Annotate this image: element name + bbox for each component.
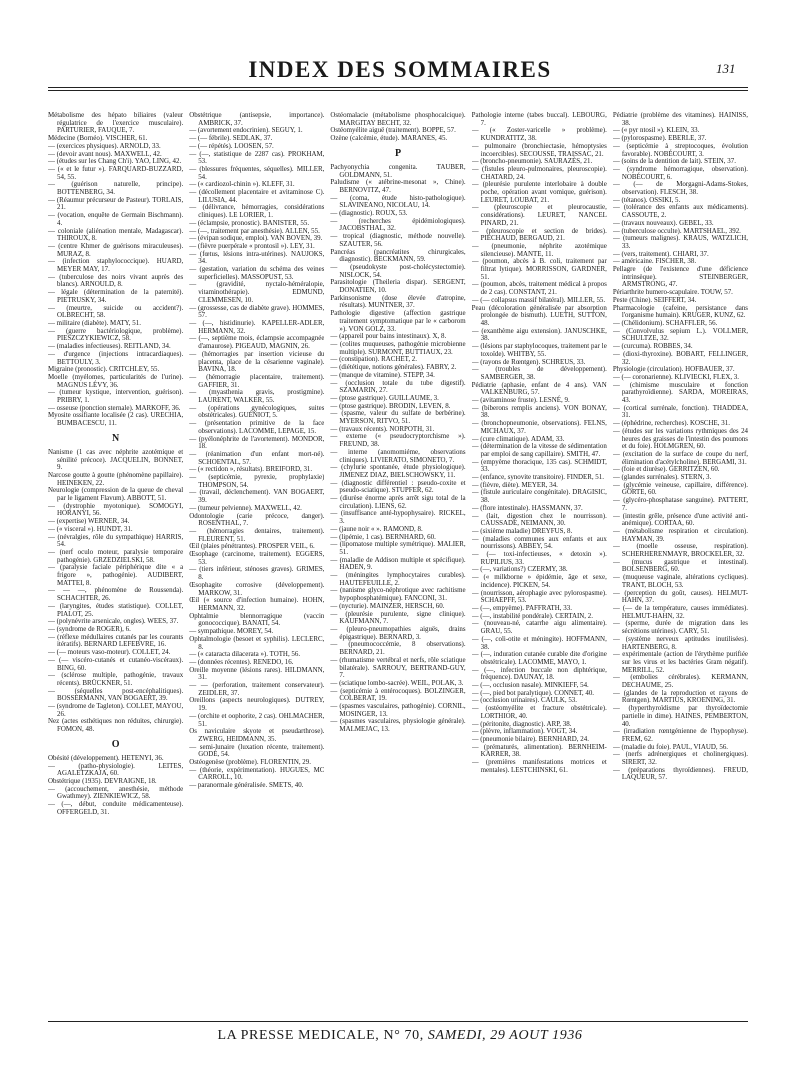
index-entry: — (dystrophie myotonique). SOMOGYI, HORANYI, 56. bbox=[48, 501, 184, 518]
index-entry: — (expertise) WERNER, 34. bbox=[48, 517, 130, 526]
index-entry: — (spasmes vasculaires, pathogénie). CORNIL, MOSINGER, 13. bbox=[330, 702, 466, 718]
index-entry: — (théorie, expérimentation). HUGUES, MC CARROLL, 10. bbox=[189, 765, 325, 782]
index-entry: Œil (« source d'infection humaine). HOHN, HERMANN, 32. bbox=[189, 596, 325, 612]
journal-name: LA PRESSE MEDICALE, N° 70, bbox=[217, 1028, 424, 1043]
index-entry: — (pseudokyste post-cholécystectomie). NISLOCK, 54. bbox=[330, 262, 466, 279]
index-entry: Myosite ossifiante localisée (2 cas). URECHIA, BUMBACESCU, 11. bbox=[48, 411, 184, 428]
index-entry: — (lipomatose multiple symétrique). MALIER, 51. bbox=[330, 540, 466, 556]
page-footer bbox=[0, 1028, 800, 1044]
index-entry: — (travaux nouveaux). GEBEL, 33. bbox=[612, 218, 714, 227]
index-entry: — tropical (diagnostic, méthode nouvelle). SZAUTER, 56. bbox=[330, 232, 466, 248]
index-entry: — (éclampsie, pronostic). BANISTER, 55. bbox=[189, 218, 310, 227]
index-entry: Métabolisme des hépato biliaires (valeur régulatrice de l'exercice musculaire). PARTURIER, FAUQUE, 7. bbox=[48, 112, 184, 135]
section-letter: P bbox=[394, 147, 402, 159]
index-entry: — (« cataracta dilacerata »). TOTH, 56. bbox=[189, 650, 301, 659]
index-entry: — (nourrisson, aérophagie avec pylorospasme). SCHAEPFF, 53. bbox=[471, 588, 607, 605]
index-entry: — (névralgies, rôle du sympathique) HARRIS, 54. bbox=[48, 532, 184, 549]
index-entry: — (—, occlusion nasale). MINKIEFF, 54. bbox=[471, 681, 589, 690]
index-entry: — (meurtre, suicide ou accident?). OLBRECHT, 58. bbox=[48, 303, 184, 320]
index-entry: Ophtalmologie (besoet et syphilis). LECLERC, 8. bbox=[189, 634, 325, 651]
index-entry: — (flore intestinale). HASSMANN, 37. bbox=[471, 503, 583, 512]
index-entry: Migraine (pronostic). CRITCHLEY, 55. bbox=[48, 365, 160, 374]
index-entry: — (nouveau-né, catarrhe aigu alimentaire). GRAU, 55. bbox=[471, 619, 607, 636]
index-entry: — (insuffisance anté-hypophysaire). RICKEL, 3. bbox=[330, 509, 466, 526]
index-entry: — (maladies infectieuses). REITLAND, 34. bbox=[48, 342, 171, 351]
index-entry: — (péritonite, diagnostic). ARP, 38. bbox=[471, 719, 572, 728]
index-entry: Ostéomalacie (métabolisme phosphocalcique). MARGITAY BECHT, 32. bbox=[330, 112, 466, 127]
index-entry: — expérimentale (action de l'érythème purifiée sur les virus et les bactéries Gram négatif). MERRILL, 52. bbox=[612, 650, 748, 674]
index-entry: — (diététique, notions générales). FABRY, 2. bbox=[330, 363, 457, 372]
index-entry: — (septicémie, pyrexie, prophylaxie) THOMPSON, 54. bbox=[189, 473, 325, 489]
index-column bbox=[189, 112, 324, 1018]
index-column bbox=[330, 112, 465, 1018]
index-columns bbox=[48, 112, 748, 1018]
index-entry: — (pleuro-pneumopathies aiguës, drains épigastrique). BERNARD, 3. bbox=[330, 625, 466, 641]
index-column bbox=[613, 112, 748, 1018]
index-entry: — (fièvre, diète). MEYER, 34. bbox=[471, 480, 558, 489]
index-entry: — (embolies cérébrales). KERMANN, DECHAUME, 25. bbox=[612, 673, 748, 690]
index-entry: Physiologie (circulation). HOFBAUER, 37. bbox=[612, 365, 735, 374]
index-entry: — (pneumonie, néphrite azotémique silencieuse). MANTE, 11. bbox=[471, 241, 607, 258]
section-letter: O bbox=[111, 738, 120, 750]
index-entry: — (spasme, valeur du sulfate de berbérine). MYERSON, RITVO, 51. bbox=[330, 409, 466, 426]
index-entry: — pulmonaire (bronchiectasie, hémoptysies incoercibles). SECOUSSE, TRAISSAC, 21. bbox=[471, 141, 607, 158]
index-entry: — (infection staphylococcique). HUARD, MEYER MAY, 17. bbox=[48, 257, 184, 274]
index-entry: Pathologie digestive (affection gastrique traitement symptomatique par le « carborom »). VON GOLZ, 33. bbox=[330, 309, 466, 333]
page-number: 131 bbox=[716, 61, 736, 76]
index-entry: — (études sur les Chang Ch'i). YAO, LING, 42. bbox=[48, 157, 182, 166]
index-entry: — américaine. FISCHER, 38. bbox=[612, 257, 697, 266]
index-entry: Périarthrite humero-scapulaire. TOUW, 57. bbox=[612, 288, 733, 297]
index-entry: — militaire (diabète). MATY, 51. bbox=[48, 318, 141, 327]
index-entry: — (études sur les variations rythmiques des 24 heures des graisses de l'intestin des poumons et du foie). HOLMGREN, 60. bbox=[612, 426, 748, 451]
index-entry: — (nerfs adrénergiques et cholinergiques). SIRERT, 32. bbox=[612, 750, 748, 767]
index-entry: — (vocation, enquête de Germain Bischmann). 4. bbox=[48, 211, 184, 227]
index-entry: — (glandes de la reproduction et rayons de Rœntgen). MARTIUS, KROENING, 31. bbox=[612, 688, 748, 705]
index-entry: — (fistule auriculaire congénitale). DRAGISIC, 38. bbox=[471, 488, 607, 505]
index-entry: Pancréas (pancréatites chirurgicales, diagnostic). BECKMANN, 59. bbox=[330, 247, 466, 264]
index-entry: — (maladie du foie). PAUL, VIAUD, 56. bbox=[612, 742, 729, 751]
index-entry: — (diurèse énorme après arrêt sigu total de la circulation). LIENS, 62. bbox=[330, 494, 466, 510]
index-entry: — (glandes surrénales). STERN, 3. bbox=[612, 473, 712, 482]
index-entry: — (guerre bactériologique, problème). PIESZCZYKIEWICZ, 58. bbox=[48, 326, 184, 343]
index-entry: — (— viscéro-cutanés et cutanéo-viscéraux). BING, 60. bbox=[48, 655, 184, 672]
index-entry: — (fœtus, lésions intra-utérines). NAUJOKS, 34. bbox=[189, 249, 325, 266]
index-entry: — (données récentes). RENEDO, 16. bbox=[189, 657, 294, 666]
index-entry: — (grossesse, cas de diabète grave). HOMMES, 57. bbox=[189, 303, 325, 320]
index-entry: — (— fébrile). SEDLAK, 37. bbox=[189, 134, 273, 143]
index-entry: — (myasthenia gravis, prostigmine). LAURENT, WALKER, 55. bbox=[189, 388, 325, 405]
index-entry: — (tiers inférieur, sténoses graves). GRIMES, 8. bbox=[189, 565, 325, 582]
index-entry: — (maladie de Addison multiple et spécifique). HADEN, 9. bbox=[330, 555, 466, 572]
index-entry: Obstétrique (antisepsie, importance). AMBRICK, 37. bbox=[189, 112, 325, 127]
index-entry: — (—, empyème). PAFFRATH, 33. bbox=[471, 604, 572, 612]
index-entry: Ostéogenèse (problème). FLORENTIN, 29. bbox=[189, 758, 311, 767]
index-entry: — (pleuroscopie et section de brides). PIECHAUD, BERGAUD, 21. bbox=[471, 226, 607, 243]
index-entry: — (devoir avant nous). MAXWELL, 42. bbox=[48, 149, 162, 158]
index-entry: Médecine (Bornéo). VISCHER, 61. bbox=[48, 134, 148, 143]
index-entry: Pathologie interne (tabes buccal). LEBOURG, 7. bbox=[471, 112, 607, 127]
index-entry: — externe (« pseudocryptorchisme »). FREUND, 38. bbox=[330, 432, 466, 449]
index-entry: — (pylorospasme). EBERLE, 37. bbox=[612, 134, 707, 143]
index-entry: — (prématurés, alimentation). BERNHEIM-KARRER, 38. bbox=[471, 742, 607, 759]
index-entry: — (Chélidonium). SCHAFFLER, 56. bbox=[612, 318, 718, 327]
index-entry: — (sciatique lombo-sacrée). WEIL, POLAK, 3. bbox=[330, 678, 464, 687]
index-entry: — (travail, déclenchement). VAN BOGAERT, 39. bbox=[189, 488, 325, 505]
index-entry: — (exercices physiques). ARNOLD, 33. bbox=[48, 141, 161, 150]
index-entry: — (soins de la dentition de lait). STEIN, 37. bbox=[612, 157, 736, 166]
index-entry: — (perception du goût, causes). HELMUT-HAHN, 37. bbox=[612, 588, 748, 605]
index-entry: — (ptose gastrique). BRODIN, LEVEN, 8. bbox=[330, 401, 451, 410]
index-entry: — légale (détermination de la paternité). PIETRUSKY, 34. bbox=[48, 288, 184, 304]
index-entry: — (curcuma). ROBBES, 34. bbox=[612, 342, 693, 351]
index-entry: — (—, instabilité pondérale). CERTAIN, 2. bbox=[471, 611, 593, 620]
index-entry: — (—, pied bot paralytique). CONNET, 40. bbox=[471, 688, 595, 697]
index-entry: — (« milkborne » épidémie, âge et sexe, incidence). PICKEN, 54. bbox=[471, 573, 607, 589]
index-entry: — (Convolvulus sepium L.). VOLLMER, SCHULTZE, 32. bbox=[612, 326, 748, 343]
index-entry: — (rhumatisme vertébral et nerfs, rôle sciatique bilatérale). SARROUY, BERTRAND-GUY, 7. bbox=[330, 655, 466, 680]
index-entry: — (— répétés). LOOSEN, 57. bbox=[189, 141, 274, 150]
index-entry: — (pyélonéphrite de l'avortement). MONDOR, 18. bbox=[189, 434, 325, 451]
index-entry: — (plèvre, inflammation). VOGT, 34. bbox=[471, 727, 578, 736]
index-entry: — (— coronarienne). KLIVIECKI, FLEX, 3. bbox=[612, 372, 740, 381]
index-entry: Pachyonychia congenita. TAUBER, GOLDMANN, 51. bbox=[330, 162, 466, 179]
index-entry: Pédiatrie (aphasie, enfant de 4 ans). VAN VALKENBURG, 57. bbox=[471, 380, 607, 397]
index-entry: Neurologie (compression de la queue de cheval par le ligament Flavum). ABBOTT, 51. bbox=[48, 486, 184, 503]
footer-rule bbox=[48, 1021, 748, 1022]
index-entry: — (nanisme glyco-néphrotique avec rachitisme hypophosphatémique). FANCONI, 31. bbox=[330, 586, 466, 603]
index-entry: — interne (anomomiéme, observations cliniques). LIVIERATO, SIMONETO, 7. bbox=[330, 447, 466, 464]
index-entry: Os naviculaire skyote et pseudarthrose). ZWERG, HEIDMANN, 35. bbox=[189, 727, 325, 743]
index-entry: — — —, phénomène de Roussenda). SCHACHTER, 26. bbox=[48, 586, 184, 603]
index-entry: — (décollement placentaire et avitaminose C). LILUSIA, 44. bbox=[189, 188, 325, 204]
index-entry: Peste (Chine). SEIFFERT, 34. bbox=[612, 295, 697, 304]
index-entry: — (méningites lymphocytaires curables). HAUTEFEUILLE, 2. bbox=[330, 571, 466, 587]
index-entry: — (polynévrite arsenicale, ongles). WEES, 37. bbox=[48, 617, 179, 626]
index-entry: — (septicémie à streptocoques, évolution favorable). NOBÉCOURT, 3. bbox=[612, 141, 748, 158]
index-entry: — (sixième maladie) DREYFUS, 8. bbox=[471, 526, 573, 535]
index-entry: — (diagnostic). ROUX, 53. bbox=[330, 209, 408, 218]
index-entry: — (tuberculose occulte). MARTSHAEL, 392. bbox=[612, 226, 741, 235]
index-entry: — (colites muqueuses, pathogénie microbienne multiple). SURMONT, BUTTIAUX, 23. bbox=[330, 339, 466, 356]
index-entry: — (sperme, durée de migration dans les sécrétions utérines). CARY, 51. bbox=[612, 619, 748, 636]
index-entry: — (fistules pleuro-pulmonaires, pleuroscopie). CHATARD, 24. bbox=[471, 164, 607, 181]
index-entry: — (bronchopneumonie, observations). FELNS, MICHAUX, 37. bbox=[471, 419, 607, 435]
index-entry: — (— moteurs vaso-moteur). COLLET, 24. bbox=[48, 648, 171, 657]
index-entry: — (paralysie faciale périphérique dite « a frigore », pathogénie). AUDIBERT, MATTEI, 8. bbox=[48, 563, 184, 587]
index-entry: — (troubles de développement). SAMBERGER, 38. bbox=[471, 365, 607, 381]
index-entry: — (broncho-pneumonie). SAURAZÈS, 21. bbox=[471, 157, 593, 166]
index-entry: — (métabolisme respiration et circulation). HAYMAN, 39. bbox=[612, 526, 748, 543]
index-entry: — (tumeur kystique, intervention, guérison). PRIBRY, 1. bbox=[48, 388, 184, 405]
index-entry: — (hémorragies par insertion vicieuse du placenta, place de la césarienne vaginale). BAVINA, 18. bbox=[189, 349, 325, 374]
index-entry: — (pleurésie purulente, signe clinique). KAUFMANN, 7. bbox=[330, 609, 466, 626]
index-entry: Moelle (myélomes, particularités de l'urine). MAGNUS LÉVY, 36. bbox=[48, 372, 184, 389]
index-entry: Œil (plaies pénétrantes). PROSPER VEIL, 6. bbox=[189, 542, 315, 551]
index-entry: — (évipan sodique, emploi). VAN BOVEN, 39. bbox=[189, 234, 323, 243]
index-entry: Ozène (calcémie, étude). MARANES, 45. bbox=[330, 134, 448, 143]
index-entry: — (opérations gynécologiques, suites obstétricales). GUÉNIOT, 5. bbox=[189, 403, 325, 420]
index-entry: — (« cardiozol-chinin »). KLEFF, 31. bbox=[189, 180, 295, 189]
index-column bbox=[48, 112, 183, 1018]
index-entry: — (maladies communes aux enfants et aux nourrissons). ABBEY, 54. bbox=[471, 534, 607, 551]
index-entry: — (ptose gastrique). GUILLAUME, 3. bbox=[330, 393, 439, 402]
index-entry: — (réanimation d'un enfant mort-né). SCHOENTAL, 57. bbox=[189, 449, 325, 466]
index-entry: — (hyperthyroïdisme par thyroïdectomie partielle in dime). HAINES, PEMBERTON, 40. bbox=[612, 704, 748, 728]
index-entry: — (« Zoster-varicelle » problème). KUNDRATITZ, 38. bbox=[471, 126, 607, 143]
index-entry: — (gravidité, nyctalo-héméralopie, vitaminothérapie). EDMUND, CLEMMESEN, 10. bbox=[189, 280, 325, 304]
index-entry: — (détermination de la vitesse de sédimentation par emploi de sang capillaire). SMITH, 47. bbox=[471, 442, 607, 458]
index-entry: — (éphédrine, recherches). KOSCHE, 31. bbox=[612, 419, 730, 428]
index-entry: — (spasmes vasculaires, physiologie générale). MALMEJAC, 13. bbox=[330, 717, 466, 734]
index-entry: — (occlusion totale du tube digestif). SZAMARIN, 27. bbox=[330, 378, 466, 395]
index-entry: — paranormale généralisée. SMETS, 40. bbox=[189, 781, 304, 790]
index-entry: — (—, début, conduite médicamenteuse). OFFERGELD, 31. bbox=[48, 800, 184, 816]
index-entry: — (dioxi-thyroxine). BOBART, FELLINGER, 32. bbox=[612, 349, 748, 366]
index-entry: Œsophagite corrosive (développement). MARKOW, 31. bbox=[189, 580, 325, 597]
header-rule-double bbox=[48, 90, 748, 91]
index-entry: — (cortical surrénale, fonction). THADDEA, 31. bbox=[612, 403, 748, 420]
index-entry: — (diagnostic différentiel : pseudo-coxite et pseudo-sciatique). STUPFER, 62. bbox=[330, 478, 466, 495]
index-entry: — (lait, digestion chez le nourrisson). CAUSSADE, NEIMANN, 30. bbox=[471, 511, 607, 528]
index-entry: — (accouchement, anesthésie, méthode Gwathmey). ZIENKIEWICZ, 58. bbox=[48, 784, 184, 801]
index-entry: — (tuberculose des noirs vivant auprès des blancs). ARNOULD, 8. bbox=[48, 272, 184, 289]
index-entry: — (fièvre puerpérale « prontosil »). LEY, 31. bbox=[189, 241, 315, 250]
index-entry: — (mucus gastrique et intestinal). BOLSENBERG, 60. bbox=[612, 557, 748, 574]
index-entry: — (laryngites, études statistique). COLLET, PIALOT, 25. bbox=[48, 601, 184, 618]
index-entry: — (—, histidinurie). KAPELLER-ADLER, HERMANN, 32. bbox=[189, 318, 325, 335]
index-entry: — (hémorragie placentaire, traitement). GAFFIER, 31. bbox=[189, 372, 325, 389]
index-entry: Oreille moyenne (lésions rares). HILDMANN, 31. bbox=[189, 665, 325, 682]
index-entry: — (tétanos). OSSIKI, 5. bbox=[612, 195, 681, 204]
index-entry: Pédiatrie (problème des vitamines). HAINISS, 38. bbox=[612, 112, 748, 127]
index-entry: — (— toxi-infectieuses, « detoxin »). RUPILIUS, 33. bbox=[471, 550, 607, 566]
index-entry: — (pneumonie bilaire). BERNHARD, 24. bbox=[471, 734, 589, 743]
index-entry: — (pleuroscopie et pleurocaustie, considérations). LEURET, NANCEL PINARD, 21. bbox=[471, 203, 607, 227]
index-entry: — (enfance, synovite transitoire). FINDER, 51. bbox=[471, 473, 604, 482]
index-entry: Nez (actes esthétiques non réduites, chirurgie). FOMON, 48. bbox=[48, 717, 184, 734]
index-entry: — (tolérance des enfants aux médicaments). CASSOUTE, 2. bbox=[612, 203, 748, 220]
index-entry: — (syndrome de Tagleton). COLLET, MAYOU, 26. bbox=[48, 702, 184, 718]
index-entry: — (tumeur pelvienne). MAXWELL, 42. bbox=[189, 503, 302, 512]
index-entry: — (appareil pour bains intestinaux). X, 8. bbox=[330, 332, 447, 341]
index-entry: — coloniale (aliénation mentale, Madagascar). THIROUX, 8. bbox=[48, 226, 184, 243]
header-rule bbox=[48, 87, 748, 88]
index-entry: Obstétrique (1935). DEVRAIGNE, 18. bbox=[48, 776, 157, 785]
index-entry: — (irradiation rœntgénienne de l'hypophyse). FREM, 62. bbox=[612, 727, 748, 743]
index-entry: — (lésions par staphylocoques, traitement par le toxoïde). WHITBY, 55. bbox=[471, 342, 607, 358]
index-entry: — d'urgence (injections intracardiaques). BETTOULY, 3. bbox=[48, 349, 184, 366]
index-entry: — (poumon, abcès à B. coli, traitement par filtrat lytique). MORRISSON, GARDNER, 51. bbox=[471, 257, 607, 281]
index-entry: — (pneumococcémie, 8 observations). BERNARD, 21. bbox=[330, 640, 466, 657]
index-entry: — (glycémie veineuse, capillaire, différence). GÖRTE, 60. bbox=[612, 480, 748, 497]
index-entry: — (intestin grêle, présence d'une activité anti-anémique). CORTAA, 60. bbox=[612, 511, 748, 528]
index-entry: — (— de Morgagni-Adams-Stokes, observation). FLESCH, 38. bbox=[612, 180, 748, 197]
index-entry: — semi-lunaire (luxation récente, traitement). GODÉ, 54. bbox=[189, 742, 325, 759]
index-entry: — (—, traitement par anesthésie). ALLEN, 55. bbox=[189, 226, 320, 235]
index-entry: — (—, coli-otite et méningite). HOFFMANN, 38. bbox=[471, 634, 607, 651]
index-entry: Narcose goutte à goutte (phénomène papillaire). HEINEKEN, 22. bbox=[48, 470, 184, 487]
index-entry: — (délivrance, hémorragies, considérations cliniques). LE LORIER, 1. bbox=[189, 203, 325, 220]
issue-date: SAMEDI, 29 AOUT 1936 bbox=[427, 1028, 583, 1043]
index-entry: — (guérison naturelle, principe). BOTTENBERG, 34. bbox=[48, 180, 184, 197]
index-entry: Peau (décoloration généralisée par absorption prolongée de bismuth). LUETH, SUTTON, 48. bbox=[471, 303, 607, 327]
index-entry: — (nycturie). MAINZER, HERSCH, 60. bbox=[330, 601, 445, 610]
index-entry: — (moelle osseuse, respiration). SCHERHERENMAYR, BROCKELER, 32. bbox=[612, 542, 748, 559]
index-entry: — (septicémie à entérocoques). BOLZINGER, COLBERAT, 19. bbox=[330, 686, 466, 703]
index-entry: Parkinsonisme (dose élevée d'atropine, résultats). MUNTNER, 37. bbox=[330, 293, 466, 310]
index-entry: — (réflexe médullaires cutanés par les courants itératifs). BERNARD LEFEBVRE, 16. bbox=[48, 632, 184, 649]
index-entry: — osseuse (ponction sternale). MARKOFF, 36. bbox=[48, 403, 181, 412]
index-entry: — (chylurie spontanée, étude physiologique). JIMENEZ DIAZ, BIELSCHOWSKY, 11. bbox=[330, 463, 466, 479]
index-entry: — (ostéomyélite et fracture obstétricale). LORTHIOR, 40. bbox=[471, 704, 607, 720]
index-entry: — (patho-physiologie). LEITES, AGALETZKAJA, 60. bbox=[48, 761, 184, 778]
index-entry: — (syndrome de ROGER), 6. bbox=[48, 625, 131, 633]
index-entry: — (cure climatique). ADAM, 33. bbox=[471, 434, 565, 443]
index-entry: Oreillons (aspects neurologiques). DUTREY, 19. bbox=[189, 696, 325, 713]
index-entry: Odontologie (carie précoce, danger). ROSENTHAL, 7. bbox=[189, 511, 325, 528]
index-entry: — (empyème thoracique, 135 cas). SCHMIDT, 33. bbox=[471, 457, 607, 474]
index-entry: — (biberons remplis anciens). VON BONAY, 38. bbox=[471, 403, 607, 420]
index-entry: — (rayons de Rœntgen). SCHREUS, 33. bbox=[471, 357, 586, 366]
index-entry: — (constipation). RACHET, 2. bbox=[330, 355, 417, 364]
index-entry: — (muqueuse vaginale, altérations cycliques). TRANT, BLOCH, 53. bbox=[612, 573, 748, 589]
index-entry: — (—, variations?) CZERMY, 38. bbox=[471, 565, 568, 574]
index-entry: — (lipémie, 1 cas). BERNHARD, 60. bbox=[330, 532, 436, 541]
index-entry: — (gestation, variation du schéma des veines superficielles). MASSOPUST, 53. bbox=[189, 265, 325, 281]
index-entry: Paludisme (« atébrine-mesonat », Chine). BERNOVITZ, 47. bbox=[330, 178, 466, 194]
index-entry: — (Réaumur précurseur de Pasteur). TORLAIS, 21. bbox=[48, 195, 184, 212]
index-entry: Nanisme (1 cas avec néphrite azotémique et sénilité précoce). JACQUELIN, BONNET, 9. bbox=[48, 447, 184, 472]
index-entry: — (— collapsus massif bilatéral). MILLER, 55. bbox=[471, 295, 606, 304]
index-entry: — (sclérose multiple, pathogénie, travaux récents). BRÜCKNER, 51. bbox=[48, 671, 184, 687]
index-entry: — (glycéro-phosphatase sanguine). PATTERT, 7. bbox=[612, 496, 748, 512]
index-entry: — (jaune noir « ». RAMOND, 8. bbox=[330, 524, 423, 533]
index-entry: — (—, infection buccale non diphtérique, fréquence). DAUNAY, 18. bbox=[471, 665, 607, 682]
index-entry: — (— de la température, causes immédiates). HELMUT-HAHN, 32. bbox=[612, 604, 748, 620]
index-entry: — (orchite et oophorite, 2 cas). OHLMACHER, 51. bbox=[189, 711, 325, 728]
index-entry: — (poumon, abcès, traitement médical à propos de 2 cas). CONSTANT, 21. bbox=[471, 280, 607, 297]
index-entry: — (avitaminose fruste). LESNÉ, 9. bbox=[471, 396, 570, 405]
index-entry: — (recherches épidémiologiques). JACOBSTHAL, 32. bbox=[330, 216, 466, 233]
index-entry: — (manque de vitamine). STEPP, 34. bbox=[330, 370, 435, 379]
index-entry: — (nerf oculo moteur, paralysie temporaire pathogénie). GRZEDZIELSKI, 58. bbox=[48, 547, 184, 564]
index-entry: — (système nerveux aptitudes inutilisées). HARTENBERG, 8. bbox=[612, 634, 748, 651]
index-entry: — (travaux récents). NORPOTH, 31. bbox=[330, 424, 435, 433]
index-entry: Pellagre (de l'existence d'une déficience intrinsèque). STEINBERGER, ARMSTRONG, 47. bbox=[612, 265, 748, 289]
index-entry: — (avortement endocrinien). SEGUY, 1. bbox=[189, 126, 303, 135]
index-entry: — (centre Khmer de guérisons miraculeuses). MURAZ, 8. bbox=[48, 241, 184, 258]
index-entry: — sympathique. MOREY, 54. bbox=[189, 627, 274, 636]
index-entry: — (coma, étude histo-pathologique). SLAVINEANO, NICOLAU, 14. bbox=[330, 193, 466, 210]
index-entry: — (« visceral »). HUNDT, 31. bbox=[48, 524, 133, 533]
index-entry: — (exanthème aigu extension). JANUSCHKE, 38. bbox=[471, 326, 607, 343]
index-entry: — (présentation primitive de la face observations). LACOMME, LEPAGE, 15. bbox=[189, 419, 325, 435]
index-entry: — (chimisme musculaire et fonction parathyroïdienne). SARDA, MOREIRAS, 43. bbox=[612, 380, 748, 405]
index-entry: — (séquelles post-encéphalitiques). BOSSERMANN, VAN BOGAERT, 39. bbox=[48, 686, 184, 703]
index-entry: Obésité (développement). HETENYI, 36. bbox=[48, 753, 164, 762]
index-entry: — (foie et diurèse). GERRITZEN, 60. bbox=[612, 465, 720, 474]
index-entry: — (—, induration cutanée curable dite d'origine obstétricale). LACOMME, MAYO, 1. bbox=[471, 650, 607, 666]
index-entry: — (hémorragies dentaires, traitement). FLEURENT, 51. bbox=[189, 526, 325, 543]
index-entry: — (pleurésie purulente interlobaire à double poche, opération avant vomique, guérison). LEURET, LOUBAT, 21. bbox=[471, 180, 607, 204]
index-entry: — (premières manifestations motrices et mentales). LESTCHINSKI, 61. bbox=[471, 758, 607, 774]
index-column bbox=[472, 112, 607, 1018]
index-entry: Pharmacologie (cafeine, persistance dans l'organisme humain). KRUGER, KUNZ, 62. bbox=[612, 303, 748, 320]
index-entry: Œsophage (carcinome, traitement). EGGERS, 53. bbox=[189, 550, 325, 566]
index-entry: — (occlusion urinaires). CAULK, 53. bbox=[471, 696, 577, 705]
page-title: INDEX DES SOMMAIRES bbox=[248, 57, 552, 82]
index-entry: Ophtalmie blennorragique (vaccin gonococcique). BANATI, 54. bbox=[189, 611, 325, 628]
index-entry: — (blessures fréquentes, séquelles). MILLER, 54. bbox=[189, 164, 325, 181]
index-entry: — (« rectidon », résultats). BREIFORD, 31. bbox=[189, 465, 313, 474]
index-entry: — (—, septième mois, éclampsie accompagnée d'amaurose). PIGEAUD, MAGNIN, 26. bbox=[189, 334, 325, 351]
index-entry: — (« pyr ntosil »). KLEIN, 33. bbox=[612, 126, 700, 135]
section-letter: N bbox=[111, 432, 120, 444]
index-entry: — (vers, traitement). CHIARI, 37. bbox=[612, 249, 709, 258]
index-entry: — (excitation de la surface de coupe du nerf, élimination d'acétylcholine). BERGAMI, 31. bbox=[612, 449, 748, 466]
index-entry: — (« et le futur »). FARQUARD-BUZZARD, 54, 55. bbox=[48, 164, 184, 181]
index-entry: Parasitologie (Theileria dispar). SERGENT, DONATIEN, 10. bbox=[330, 278, 466, 295]
index-entry: — — (perforation, traitement conservateur). ZEIDLER, 37. bbox=[189, 681, 325, 697]
index-entry: — (—, statistique de 2287 cas). PROKHAM, 53. bbox=[189, 149, 325, 166]
index-entry: Ostéomyélite aiguë (traitement). BOPPE, 57. bbox=[330, 126, 456, 135]
index-entry: — (syndrome hémorragique, observation). NOBÉCOURT, 6. bbox=[612, 164, 748, 181]
index-entry: — (préparations thyroïdiennes). FREUD, LAQUEUR, 57. bbox=[612, 765, 748, 782]
index-entry: — (tumeurs malignes). KRAUS, WATZLICH, 33. bbox=[612, 234, 748, 250]
